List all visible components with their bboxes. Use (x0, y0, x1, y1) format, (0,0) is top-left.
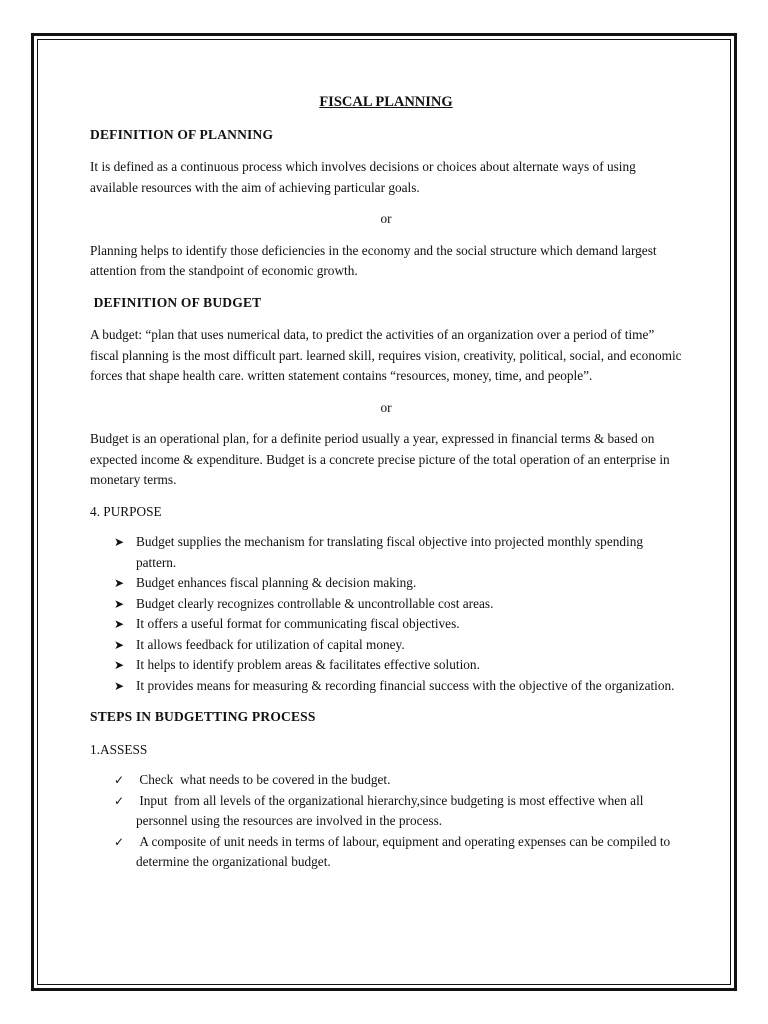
arrow-bullet-icon: ➤ (114, 535, 125, 549)
list-item-text: It helps to identify problem areas & facilitates effective solution. (136, 657, 480, 672)
purpose-list (90, 532, 682, 696)
planning-definition-1: It is defined as a continuous process which involves decisions or choices about alternate ways of using available resources with the aim of achieving particular goals. (90, 159, 636, 195)
budget-heading: DEFINITION OF BUDGET (90, 294, 262, 310)
list-item-text: It provides means for measuring & recording financial success with the objective of the organization. (136, 677, 675, 693)
list-item-text: Check what needs to be covered in the budget. (136, 772, 391, 787)
assess-subheading: 1.ASSESS (90, 741, 148, 757)
list-item-text: It offers a useful format for communicating fiscal objectives. (136, 616, 460, 631)
checkmark-icon: ✓ (114, 773, 125, 787)
list-item (90, 573, 682, 594)
arrow-bullet-icon: ➤ (114, 658, 125, 672)
list-item-text: Input from all levels of the organizational hierarchy,since budgeting is most effective when all personnel using the resources are involved in the process. (136, 792, 647, 828)
list-item-text: It allows feedback for utilization of capital money. (136, 636, 405, 652)
budget-definition-2: Budget is an operational plan, for a definite period usually a year, expressed in financial terms & based on expected income & expenditure. Budget is a concrete precise picture of the total operation of an enterprise in monetary terms. (90, 431, 670, 487)
checkmark-icon: ✓ (114, 793, 125, 808)
checkmark-icon: ✓ (114, 834, 125, 849)
document-page (90, 92, 682, 884)
list-item (90, 770, 682, 791)
arrow-bullet-icon: ➤ (114, 596, 125, 611)
budget-or: or (380, 399, 392, 415)
list-item (90, 614, 682, 635)
arrow-bullet-icon: ➤ (114, 678, 125, 693)
list-item-text: Budget clearly recognizes controllable & uncontrollable cost areas. (136, 595, 494, 611)
list-item (90, 655, 682, 676)
list-item (90, 635, 682, 656)
list-item (90, 791, 682, 832)
arrow-bullet-icon: ➤ (114, 576, 125, 590)
list-item (90, 832, 682, 873)
steps-heading: STEPS IN BUDGETTING PROCESS (90, 709, 316, 724)
budget-definition-1: A budget: “plan that uses numerical data, to predict the activities of an organization over a period of time” fiscal planning is the most difficult part. learned skill, requires vision, creativity, political, social, and economic forces that shape health care. written statement contains “resources, money, time, and people”. (90, 327, 682, 383)
list-item-text: A composite of unit needs in terms of labour, equipment and operating expenses can be compiled to determine the organizational budget. (136, 833, 674, 869)
document-title: FISCAL PLANNING (319, 94, 453, 110)
purpose-heading: 4. PURPOSE (90, 503, 162, 519)
arrow-bullet-icon: ➤ (114, 637, 125, 652)
planning-or: or (380, 211, 392, 226)
planning-definition-2: Planning helps to identify those deficiencies in the economy and the social structure which demand largest attention from the standpoint of economic growth. (90, 242, 657, 278)
arrow-bullet-icon: ➤ (114, 617, 125, 631)
assess-list (90, 770, 682, 873)
planning-heading: DEFINITION OF PLANNING (90, 126, 274, 142)
list-item-text: Budget supplies the mechanism for translating fiscal objective into projected monthly spending pattern. (136, 534, 644, 570)
list-item (90, 594, 682, 615)
list-item (90, 676, 682, 697)
list-item (90, 532, 682, 573)
list-item-text: Budget enhances fiscal planning & decision making. (136, 575, 417, 590)
